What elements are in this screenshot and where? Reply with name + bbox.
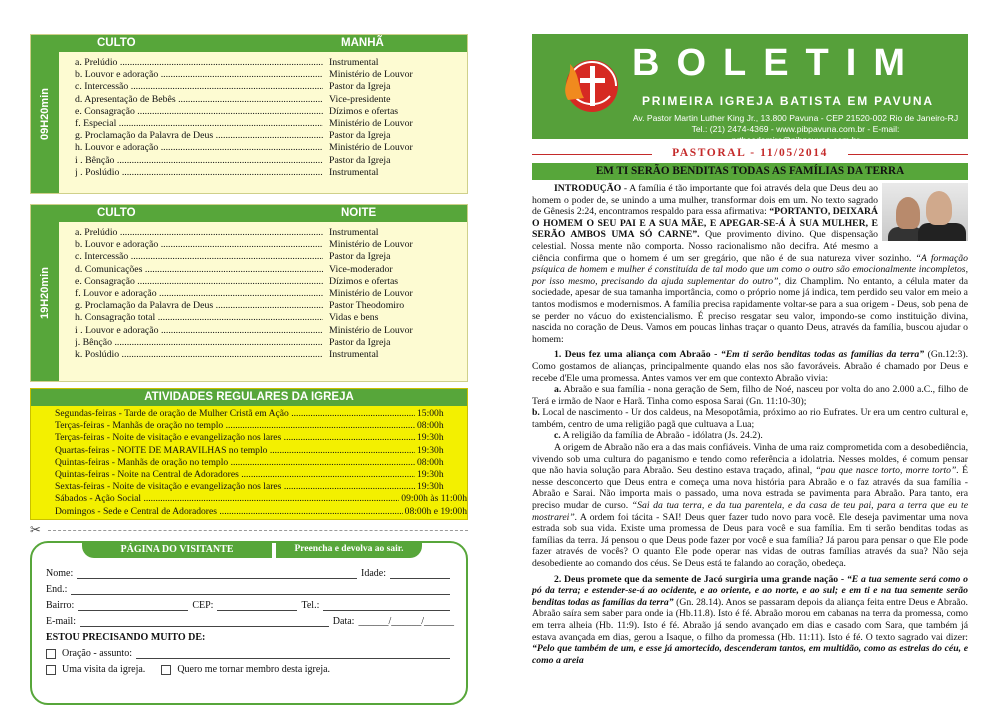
masthead-address xyxy=(628,113,963,146)
tel-field[interactable] xyxy=(323,601,450,611)
noite-time: 19H20min xyxy=(39,267,51,319)
manha-list xyxy=(31,52,467,179)
atividades-row-value: 19:30h xyxy=(417,432,444,444)
intro-quote: “PORTANTO, DEIXARÁ O HOMEM O SEU PAI E A SUA MÃE, E APEGAR-SE-Á À SUA MULHER, E SERÃO AMBOS UMA SÓ CARNE”. xyxy=(532,206,878,241)
intro-text-2: Que provimento divino. Que dispensação celestial. Nossa mente não comporta. Nosso racionalismo não decifra. Até mesmo a ciência confirma que o homem é um ser gregário, que não é de sua natureza viver sozinho. xyxy=(532,229,916,264)
noite-header xyxy=(59,205,467,222)
manha-row-label: d. Apresentação de Bebês ..... xyxy=(75,94,323,106)
noite-row xyxy=(75,251,467,263)
oracao-field[interactable] xyxy=(136,649,450,659)
manha-header xyxy=(59,35,467,52)
tel-label: Tel.: xyxy=(301,600,320,611)
noite-row xyxy=(75,239,467,251)
manha-row-label: i . Bênção ..... xyxy=(75,155,323,167)
atividades-row-label: Sábados - Ação Social ..... xyxy=(55,493,399,505)
need-label: ESTOU PRECISANDO MUITO DE: xyxy=(46,632,206,643)
atividades-row-label: Domingos - Sede e Central de Adoradores ..... xyxy=(55,506,403,518)
atividades-row-label: Quintas-feiras - Manhãs de oração no templo ..... xyxy=(55,457,415,469)
nome-field[interactable] xyxy=(77,569,357,579)
p2-italic: “pau que nasce torto, morre torto”. xyxy=(815,465,959,477)
noite-row xyxy=(75,337,467,349)
masthead-title: BOLETIM xyxy=(632,42,922,84)
point-b xyxy=(532,407,968,430)
manha-row-value: Ministério de Louvor xyxy=(329,118,413,130)
pastoral-label: PASTORAL - 11/05/2014 xyxy=(532,147,968,159)
point-a-text: Abraão e sua família - nona geração de Sem, filho de Noé, nasceu por volta do ano 2.000 a.C., filho de Terá e irmão de Naor e Harã. Tinha como esposa Sarai (Gn. 11:10-30); xyxy=(532,384,968,407)
noite-row-label: i . Louvor e adoração ..... xyxy=(75,325,323,337)
paragraph-2 xyxy=(532,442,968,570)
intro-text-3: diz Champlim. No entanto, a célula mater da sociedade, apesar de sua tamanha importância, como o próprio nome já indica, tem perdido seu valor em meio a tantos modismos e modernismos. A família precisa rapidamente voltar-se para a sua origem - Deus, sob pena de se perder no vácuo do existencialismo. É preciso resgatar seu valor, impondo-se como instituição divina, nascida no coração de Deus. Vamos em poucas linhas traçar o quanto Deus, através da família, buscou ajudar o homem: xyxy=(532,275,969,345)
p2-italic-2: “Sai da tua terra, e da tua parentela, e da casa de teu pai, para a terra que eu te mostrarei”. xyxy=(532,500,968,523)
noite-row-label: g. Proclamação da Palavra de Deus ..... xyxy=(75,300,323,312)
atividades-row xyxy=(31,506,467,518)
noite-row xyxy=(75,325,467,337)
noite-row-label: j. Bênção ..... xyxy=(75,337,323,349)
nome-label: Nome: xyxy=(46,568,74,579)
noite-row-value: Dízimos e ofertas xyxy=(329,275,399,287)
end-label: End.: xyxy=(46,584,68,595)
atividades-row-value: 08:00h xyxy=(417,456,444,468)
manha-row-label: e. Consagração ..... xyxy=(75,106,323,118)
manha-row-value: Instrumental xyxy=(329,57,379,68)
noite-row-label: e. Consagração ..... xyxy=(75,276,323,288)
manha-time-tab xyxy=(31,35,59,193)
manha-row xyxy=(75,94,467,106)
point-c xyxy=(532,430,968,442)
noite-row-value: Ministério de Louvor xyxy=(329,288,413,300)
p2-text: A origem de Abraão não era a das mais confiáveis. Vinha de uma raiz comprometida com a desobediência, vivendo sob uma cultura do paganismo e tendo como referência a idolatria. Nesses moldes, é comum pensar que não havia solução para Abraão. Seu destino estava traçado, afinal, xyxy=(532,442,968,477)
atividades-title: ATIVIDADES REGULARES DA IGREJA xyxy=(144,391,354,403)
manha-row xyxy=(75,81,467,93)
atividades-row-value: 08:00h xyxy=(417,420,444,432)
point-c-label: c. xyxy=(554,430,561,442)
point-a xyxy=(532,384,968,407)
noite-block xyxy=(30,204,468,382)
point-a-label: a. xyxy=(554,384,562,396)
atividades-row-value: 15:00h xyxy=(417,408,444,419)
manha-row-value: Ministério de Louvor xyxy=(329,142,413,154)
manha-row xyxy=(75,57,467,69)
atividades-row xyxy=(31,481,467,493)
manha-row-label: j . Poslúdio ..... xyxy=(75,167,323,179)
noite-row xyxy=(75,276,467,288)
oracao-label: Oração - assunto: xyxy=(62,648,132,659)
visitor-fields xyxy=(46,563,454,675)
manha-row-label: a. Prelúdio ..... xyxy=(75,57,323,69)
manha-row-label: f. Especial ..... xyxy=(75,118,323,130)
point-2-title: 2. Deus promete que da semente de Jacó surgiria uma grande nação - xyxy=(554,573,847,585)
cut-line xyxy=(30,524,468,536)
noite-col2: NOITE xyxy=(341,207,377,219)
address-line: Av. Pastor Martin Luther King Jr., 13.800 Pavuna - CEP 21520-002 Rio de Janeiro-RJ xyxy=(632,113,959,123)
manha-row xyxy=(75,106,467,118)
membro-checkbox[interactable] xyxy=(161,665,171,675)
noite-row-value: Ministério de Louvor xyxy=(329,239,413,251)
manha-col2: MANHÃ xyxy=(341,37,384,49)
end-field[interactable] xyxy=(71,585,450,595)
intro-italic: “A formação psíquica de homem e mulher é constituída de tal modo que um como o outro são emocionalmente incompletos, por isso mesmo, precisando da ajuda suplementar do outro”, xyxy=(532,252,968,287)
email-field[interactable] xyxy=(80,617,329,627)
noite-row-value: Instrumental xyxy=(329,227,379,238)
visita-checkbox[interactable] xyxy=(46,665,56,675)
intro-title: INTRODUÇÃO xyxy=(554,183,622,194)
manha-row-value: Instrumental xyxy=(329,166,379,178)
manha-row-value: Dízimos e ofertas xyxy=(329,105,399,117)
manha-row-label: h. Louvor e adoração ..... xyxy=(75,142,323,154)
data-label: Data: xyxy=(332,616,355,627)
point-1-title: 1. Deus fez uma aliança com Abraão - xyxy=(554,349,721,361)
point-1-quote: “Em ti serão benditas todas as famílias da terra” xyxy=(720,349,925,361)
atividades-row-value: 19:30h xyxy=(417,469,444,481)
atividades-row xyxy=(31,420,467,432)
manha-row-value: Pastor da Igreja xyxy=(329,154,391,166)
atividades-row xyxy=(31,432,467,444)
manha-row xyxy=(75,118,467,130)
masthead xyxy=(532,34,968,145)
manha-row xyxy=(75,130,467,142)
point-c-text: A religião da família de Abraão - idólatra (Js. 24.2). xyxy=(560,430,763,442)
noite-list xyxy=(31,222,467,361)
atividades-row xyxy=(31,408,467,420)
visita-label: Uma visita da igreja. xyxy=(62,664,146,675)
manha-row-value: Pastor da Igreja xyxy=(329,130,391,142)
atividades-row-value: 19:30h xyxy=(417,481,444,493)
noite-row-label: c. Intercessão ..... xyxy=(75,251,323,263)
noite-row xyxy=(75,349,467,361)
noite-row-value: Vidas e bens xyxy=(329,312,379,324)
p2-text-b: É nesse desconcerto que Deus entra e começa uma nova história para Abraão e o faz através da sua família - Abraão e Sarai. Não importa mais o passado, uma nova estrada se pavimenta para Abraão. Para tanto, era preciso mudar de curso. xyxy=(532,465,969,512)
bairro-label: Bairro: xyxy=(46,600,75,611)
atividades-block xyxy=(30,388,468,520)
idade-field[interactable] xyxy=(390,569,450,579)
atividades-list xyxy=(31,406,467,518)
atividades-row-label: Quartas-feiras - NOITE DE MARAVILHAS no templo ..... xyxy=(55,445,415,457)
right-page xyxy=(532,34,968,666)
manha-row xyxy=(75,142,467,154)
point-b-label: b. xyxy=(532,407,540,419)
point-2-quote: “E a tua semente será como o pó da terra; e estender-se-á ao ocidente, e ao oriente, e ao norte, e ao sul; e em ti e na tua semente serão benditas todas as famílias da terra” xyxy=(532,573,969,608)
noite-row-value: Instrumental xyxy=(329,349,379,361)
manha-time: 09H20min xyxy=(39,88,51,140)
atividades-row-value: 19:30h xyxy=(417,444,444,456)
manha-row-value: Ministério de Louvor xyxy=(329,69,413,81)
noite-row xyxy=(75,312,467,324)
dashed-line xyxy=(48,530,468,531)
atividades-row xyxy=(31,457,467,469)
atividades-row-label: Sextas-feiras - Noite de visitação e evangelização nos lares ..... xyxy=(55,481,415,493)
pastoral-headline: EM TI SERÃO BENDITAS TODAS AS FAMÍLIAS DA TERRA xyxy=(532,163,968,180)
noite-row xyxy=(75,264,467,276)
manha-row-label: g. Proclamação da Palavra de Deus ..... xyxy=(75,130,323,142)
manha-col1: CULTO xyxy=(97,37,136,49)
noite-row xyxy=(75,288,467,300)
atividades-header xyxy=(31,389,467,406)
left-page xyxy=(30,34,468,520)
noite-row-label: k. Poslúdio ..... xyxy=(75,349,323,361)
p2-text-c: A ordem foi tácita - SAI! Deus quer fazer tudo novo para você. Ele deseja pavimentar uma nova estrada sob sua vida. Existe uma promessa de Deus para você e sua família. Em ti serão benditas todas as famílias da terra. Já pensou o que Deus pode fazer por você e sua família? Já parou para pensar o que Ele pode fazer através de vocês? O quanto Ele pode operar nas vidas de outras famílias através da sua? Não seja desobediente ao comando dos céus. Se Deus está te falando ao coração, obedeça. xyxy=(532,511,968,569)
cep-field[interactable] xyxy=(217,601,297,611)
atividades-row-label: Terças-feiras - Manhãs de oração no templo ..... xyxy=(55,420,415,432)
noite-row-value: Pastor da Igreja xyxy=(329,336,391,348)
visitor-note: Preencha e devolva ao sair. xyxy=(276,542,422,558)
visitor-header xyxy=(82,542,422,558)
pastor-couple-photo xyxy=(882,183,968,241)
visitor-title: PÁGINA DO VISITANTE xyxy=(82,542,272,558)
atividades-row xyxy=(31,445,467,457)
scissors-icon: ✂ xyxy=(30,522,41,537)
oracao-checkbox[interactable] xyxy=(46,649,56,659)
atividades-row-value: 09:00h às 11:00h xyxy=(401,493,467,505)
noite-row-value: Pastor Theodomiro xyxy=(329,300,405,312)
point-2 xyxy=(532,574,968,667)
atividades-row xyxy=(31,493,467,505)
noite-row xyxy=(75,227,467,239)
atividades-row-value: 08:00h e 19:00h xyxy=(404,505,467,517)
noite-row-value: Pastor da Igreja xyxy=(329,251,391,263)
point-1 xyxy=(532,349,968,384)
pastoral-text xyxy=(532,183,968,666)
point-2-text: (Gn. 28.14). Anos se passaram depois da aliança feita entre Deus e Abraão. Abraão saíra sem saber para onde ia (Hb.11.8). Isto é fé. Abraão morou em cabanas na terra da promessa, como em terra alheia (Hb. 11:9). Isto é fé. Abraão já sendo avançado em dias e casado com Sara, que também já estava avançada em dias, gerou a Isaque, o filho da promessa (Hb. 11:11). Isto é fé. O texto sagrado vai dizer: xyxy=(532,596,968,643)
manha-row-value: Pastor da Igreja xyxy=(329,81,391,93)
point-b-text: Local de nascimento - Ur dos caldeus, na Mesopotâmia, próximo ao rio Eufrates. Ur era um centro cultural e, também, centro de uma religião pagã que cultuava a Lua; xyxy=(532,407,968,430)
noite-row-label: f. Louvor e adoração ..... xyxy=(75,288,323,300)
point-2-quote-2: “Pelo que também de um, e esse já amortecido, descenderam tantos, em multidão, como as estrelas do céu, e como a areia xyxy=(532,643,968,666)
noite-col1: CULTO xyxy=(97,207,136,219)
atividades-row-label: Quintas-feiras - Noite na Central de Adoradores ..... xyxy=(55,469,415,481)
point-1-text: (Gn.12:3). Como gostamos de alianças, principalmente quando elas nos são favoráveis. Abraão é chamado por Deus e recebe d'Ele uma promessa. Antes vamos ver em que contexto Abraão vivia: xyxy=(532,349,969,384)
manha-row xyxy=(75,167,467,179)
atividades-row xyxy=(31,469,467,481)
manha-row-label: c. Intercessão ..... xyxy=(75,81,323,93)
manha-row xyxy=(75,155,467,167)
visitor-form xyxy=(30,541,468,705)
cep-label: CEP: xyxy=(192,600,214,611)
membro-label: Quero me tornar membro desta igreja. xyxy=(177,664,331,675)
noite-time-tab xyxy=(31,205,59,381)
noite-row-label: b. Louvor e adoração ..... xyxy=(75,239,323,251)
atividades-row-label: Terças-feiras - Noite de visitação e evangelização nos lares ..... xyxy=(55,432,415,444)
data-field[interactable]: ______/______/______ xyxy=(358,616,454,627)
intro-text: - A família é tão importante que foi através dela que Deus deu ao homem o poder de, se unindo a uma mulher, transformar dois em um. No texto sagrado de Gênesis 2:24, encontramos respaldo para essa afirmativa: xyxy=(532,183,878,218)
idade-label: Idade: xyxy=(361,568,386,579)
manha-row-label: b. Louvor e adoração ..... xyxy=(75,69,323,81)
flame-cross-globe-icon xyxy=(554,48,624,118)
atividades-row-label: Segundas-feiras - Tarde de oração de Mulher Cristã em Ação ..... xyxy=(55,408,415,420)
masthead-subtitle: PRIMEIRA IGREJA BATISTA EM PAVUNA xyxy=(642,94,934,108)
noite-row-label: a. Prelúdio ..... xyxy=(75,227,323,239)
noite-row-label: h. Consagração total ..... xyxy=(75,312,323,324)
contact-line: Tel.: (21) 2474-4369 - www.pibpavuna.com.br - E-mail: prtheodomiro@pibpavuna.com.br xyxy=(691,124,900,145)
email-label: E-mail: xyxy=(46,616,76,627)
bairro-field[interactable] xyxy=(78,601,188,611)
noite-row xyxy=(75,300,467,312)
manha-row-value: Vice-presidente xyxy=(329,93,391,105)
noite-row-value: Ministério de Louvor xyxy=(329,324,413,336)
manha-block xyxy=(30,34,468,194)
manha-row xyxy=(75,69,467,81)
noite-row-label: d. Comunicações ..... xyxy=(75,264,323,276)
noite-row-value: Vice-moderador xyxy=(329,263,393,275)
